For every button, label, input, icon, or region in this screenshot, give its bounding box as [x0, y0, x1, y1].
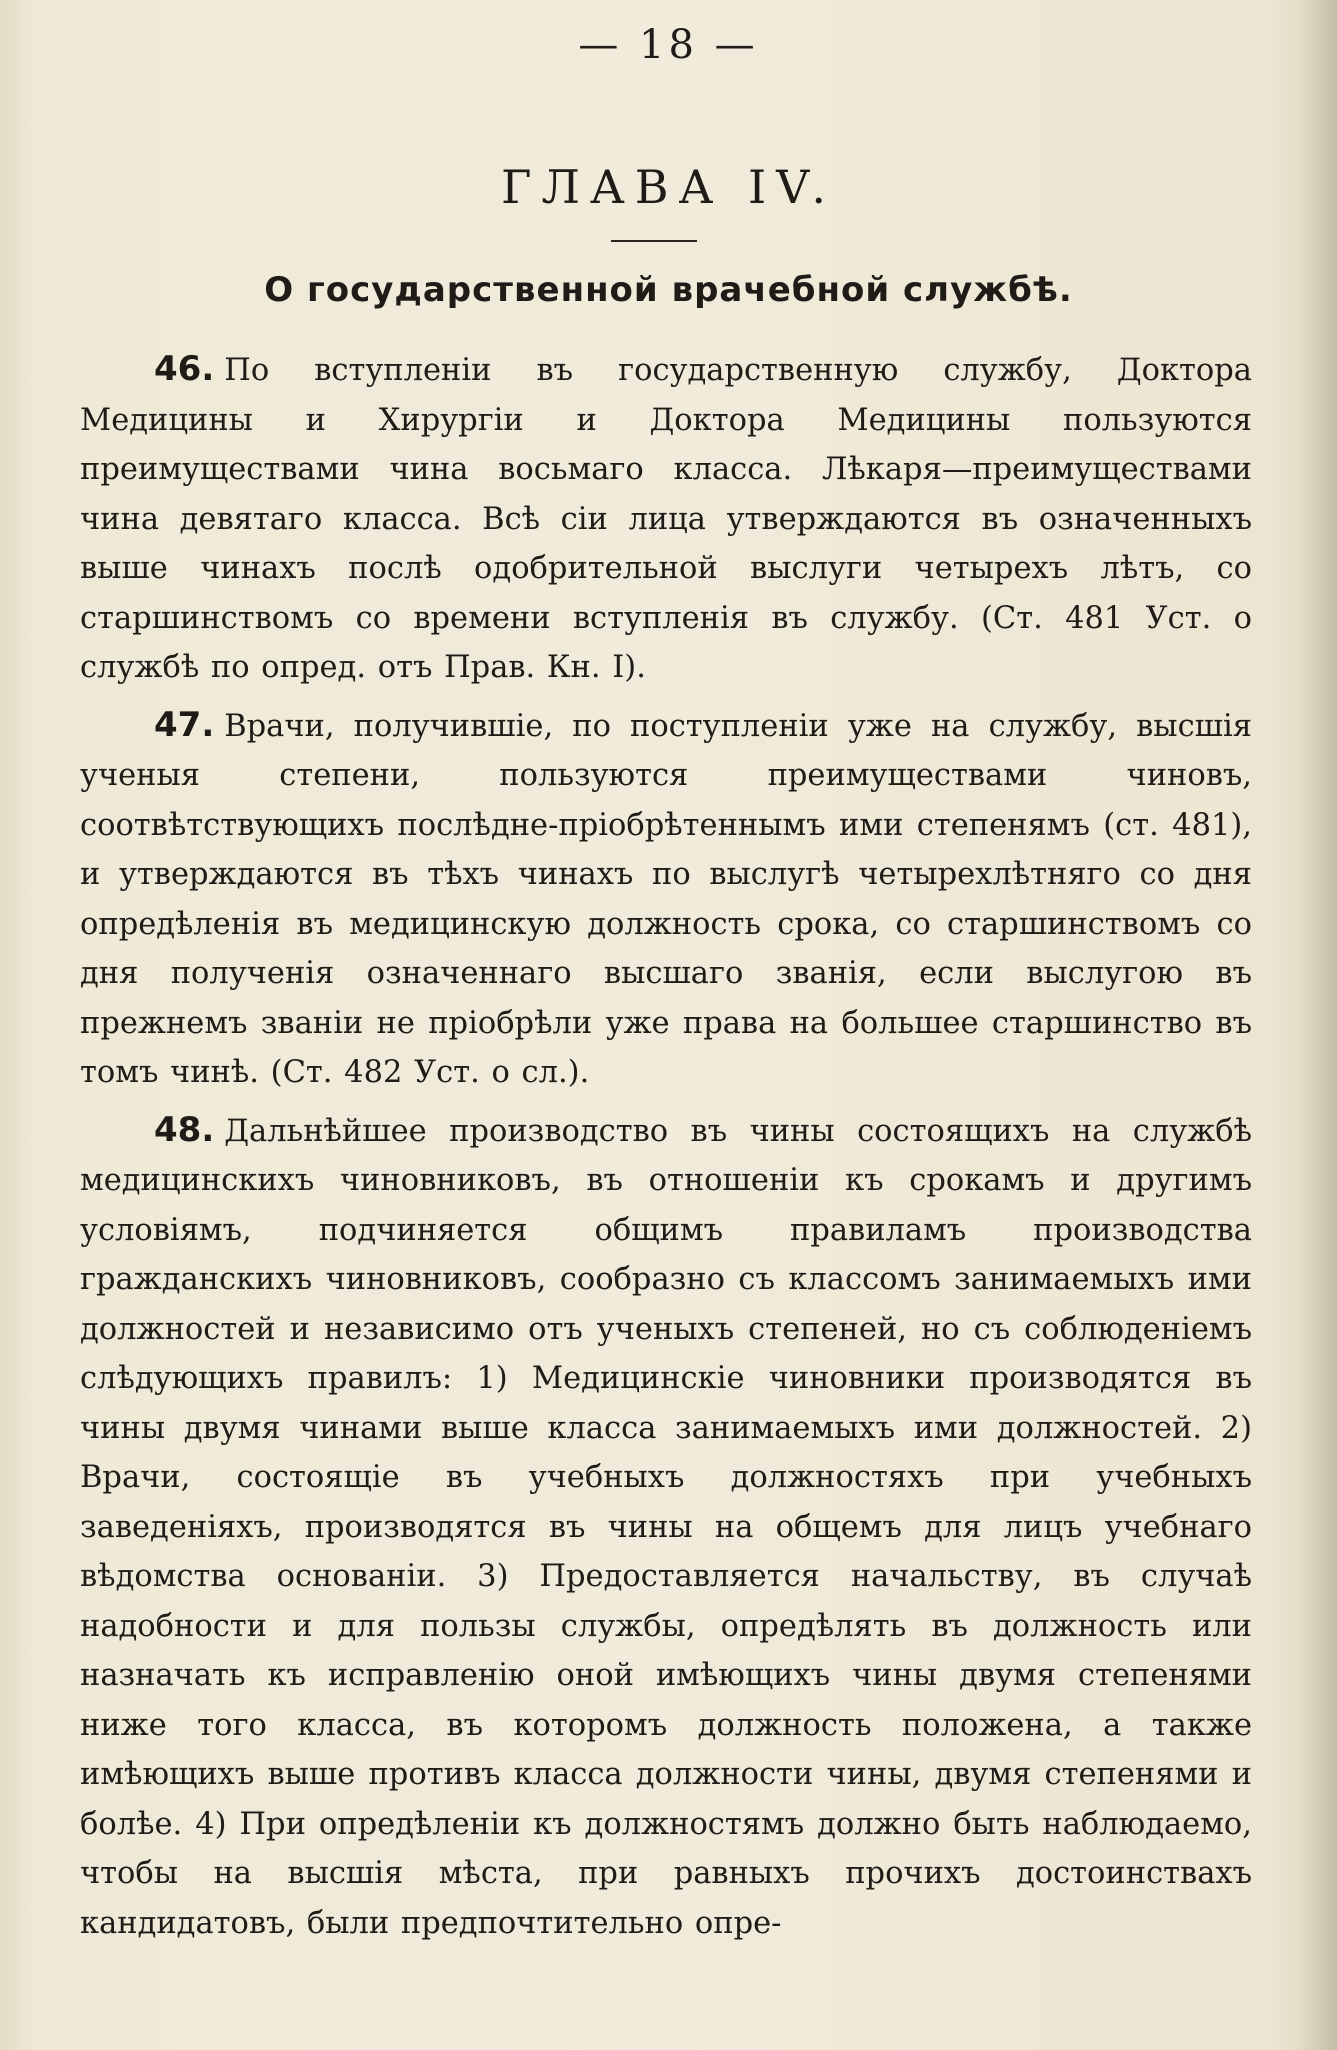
- article-text: Дальнѣйшее производство въ чины состоящихъ на службѣ медицинскихъ чиновниковъ, въ отношеніи къ срокамъ и другимъ условіямъ, подчиняется общимъ правиламъ производства гражданскихъ чиновниковъ, сообразно съ классомъ занимаемыхъ ими должностей и независимо отъ ученыхъ степеней, но съ соблюденіемъ слѣдующихъ правилъ: 1) Медицинскіе чиновники производятся въ чины двумя чинами выше класса занимаемыхъ ими должностей. 2) Врачи, состоящіе въ учебныхъ должностяхъ при учебныхъ заведеніяхъ, производятся въ чины на общемъ для лицъ учебнаго вѣдомства основаніи. 3) Предоставляется начальству, въ случаѣ надобности и для пользы службы, опредѣлять въ должность или назначать къ исправленію оной имѣющихъ чины двумя степенями ниже того класса, въ которомъ должность положена, а также имѣющихъ выше противъ класса должности чины, двумя степенями и болѣе. 4) При опредѣленіи къ должностямъ должно быть наблюдаемо, чтобы на высшія мѣста, при равныхъ прочихъ достоинствахъ кандидатовъ, были предпочтительно опре-: [80, 1113, 1252, 1941]
- article-48: [80, 1106, 1252, 1949]
- article-number: 48.: [154, 1109, 215, 1150]
- title-divider: [611, 240, 697, 242]
- section-title: О государственной врачебной службѣ.: [264, 270, 1073, 310]
- article-47: [80, 701, 1252, 1098]
- page-body: [80, 345, 1252, 1956]
- article-46: [80, 345, 1252, 693]
- article-number: 47.: [154, 704, 215, 745]
- chapter-title: ГЛАВА IV.: [501, 160, 836, 214]
- page-number: — 18 —: [578, 22, 759, 68]
- article-text: По вступленіи въ государственную службу, Доктора Медицины и Хирургіи и Доктора Медицины пользуются преимуществами чина восьмаго класса. Лѣкаря—преимуществами чина девятаго класса. Всѣ сіи лица утверждаются въ означенныхъ выше чинахъ послѣ одобрительной выслуги четырехъ лѣтъ, со старшинствомъ со времени вступленія въ службу. (Ст. 481 Уст. о службѣ по опред. отъ Прав. Кн. I).: [80, 353, 1252, 685]
- article-number: 46.: [154, 349, 215, 389]
- article-text: Врачи, получившіе, по поступленіи уже на службу, высшія ученыя степени, пользуются преимуществами чиновъ, соотвѣтствующихъ послѣдне-пріобрѣтеннымъ ими степенямъ (ст. 481), и утверждаются въ тѣхъ чинахъ по выслугѣ четырехлѣтняго со дня опредѣленія въ медицинскую должность срока, со старшинствомъ со дня полученія означеннаго высшаго званія, если выслугою въ прежнемъ званіи не пріобрѣли уже права на большее старшинство въ томъ чинѣ. (Ст. 482 Уст. о сл.).: [80, 708, 1252, 1090]
